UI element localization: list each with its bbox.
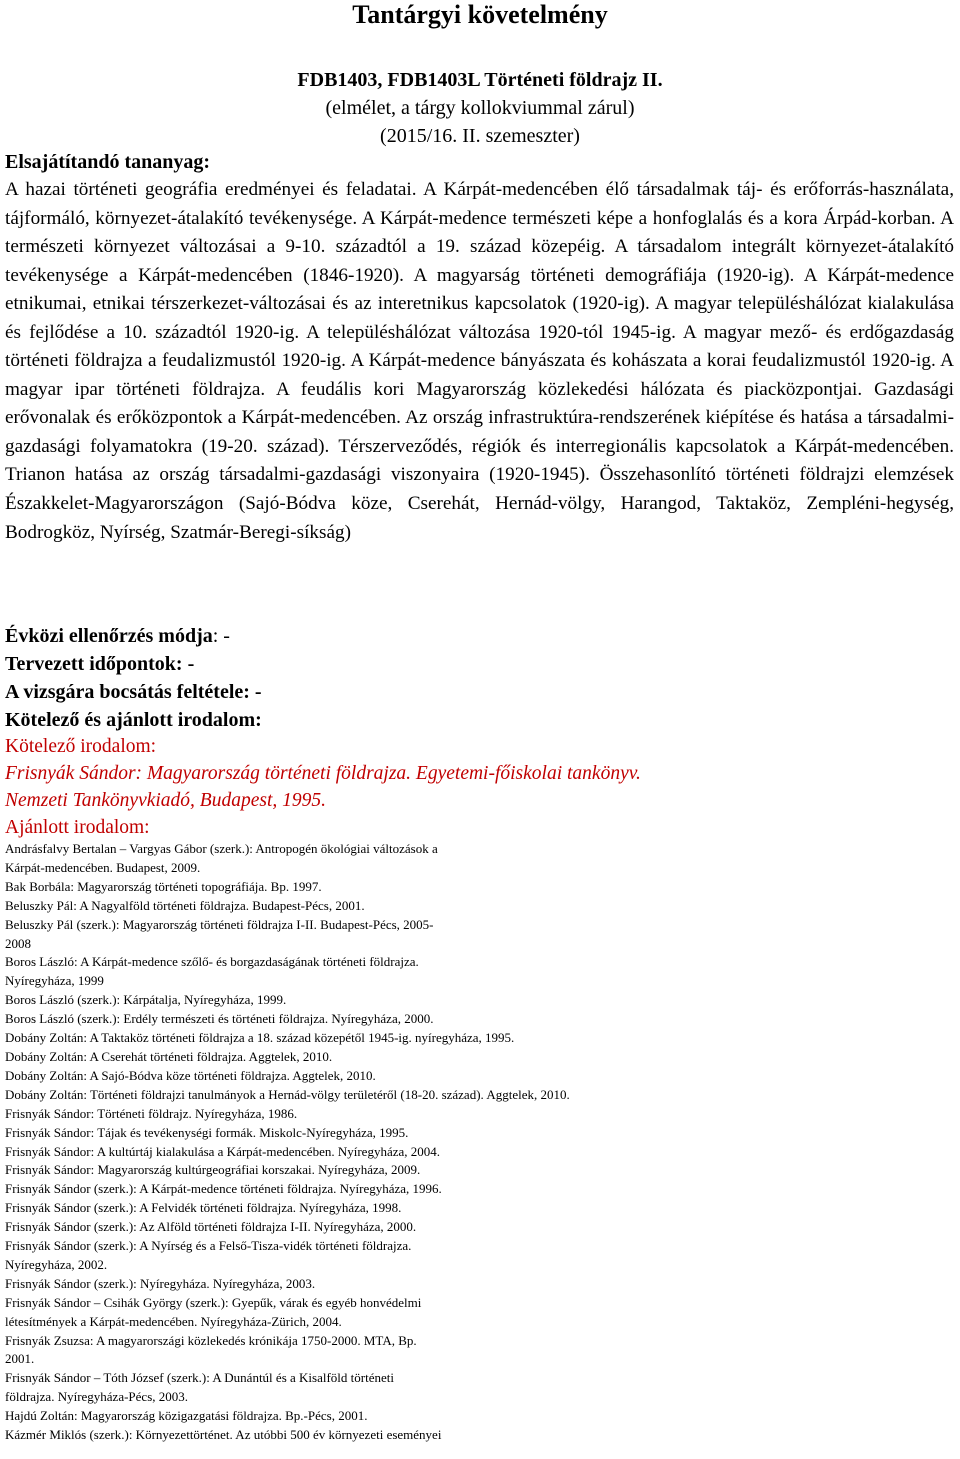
- reference-list: [5, 840, 765, 1445]
- planned-dates: Tervezett időpontok: -: [5, 653, 195, 675]
- reference-line: Frisnyák Sándor: Történeti földrajz. Nyíregyháza, 1986.: [5, 1105, 298, 1121]
- course-semester: (2015/16. II. szemeszter): [380, 125, 580, 147]
- reference-line: Frisnyák Sándor (szerk.): A Felvidék történeti földrajza. Nyíregyháza, 1998.: [5, 1200, 402, 1216]
- reference-line: Boros László: A Kárpát-medence szőlő- és borgazdaságának történeti földrajza.: [5, 954, 419, 970]
- reference-line: Boros László (szerk.): Erdély természeti és történeti földrajza. Nyíregyháza, 2000.: [5, 1011, 434, 1027]
- reference-line: Hajdú Zoltán: Magyarország közigazgatási földrajza. Bp.-Pécs, 2001.: [5, 1408, 368, 1424]
- page-title: Tantárgyi követelmény: [352, 0, 608, 29]
- reference-line: Bak Borbála: Magyarország történeti topográfiája. Bp. 1997.: [5, 878, 322, 894]
- reference-line: Nyíregyháza, 2002.: [5, 1256, 108, 1272]
- reference-line: Beluszky Pál: A Nagyalföld történeti földrajza. Budapest-Pécs, 2001.: [5, 897, 365, 913]
- reference-line: Kárpát-medencében. Budapest, 2009.: [5, 859, 201, 875]
- reference-line: Dobány Zoltán: A Taktaköz történeti földrajza a 18. század közepétől 1945-ig. nyíregyháza, 1995.: [5, 1030, 515, 1046]
- reference-line: Andrásfalvy Bertalan – Vargyas Gábor (szerk.): Antropogén ökológiai változások a: [5, 841, 438, 856]
- reference-line: Boros László (szerk.): Kárpátalja, Nyíregyháza, 1999.: [5, 992, 287, 1008]
- reference-line: Frisnyák Sándor – Tóth József (szerk.): A Dunántúl és a Kisalföld történeti: [5, 1370, 394, 1386]
- reference-line: 2008: [5, 935, 31, 951]
- reference-line: Beluszky Pál (szerk.): Magyarország történeti földrajza I-II. Budapest-Pécs, 2005-: [5, 916, 434, 932]
- reference-line: Frisnyák Sándor (szerk.): A Nyírség és a Felső-Tisza-vidék történeti földrajza.: [5, 1238, 412, 1254]
- reference-line: Dobány Zoltán: A Cserehát történeti földrajza. Aggtelek, 2010.: [5, 1048, 333, 1064]
- midterm-label: Évközi ellenőrzés módja: [5, 625, 213, 647]
- required-reference-line-1: Frisnyák Sándor: Magyarország történeti földrajza. Egyetemi-főiskolai tankönyv.: [5, 763, 641, 784]
- reference-line: Frisnyák Sándor – Csihák György (szerk.): Gyepűk, várak és egyéb honvédelmi: [5, 1294, 422, 1310]
- syllabus-heading: Elsajátítandó tananyag:: [5, 151, 211, 173]
- reference-line: Frisnyák Sándor: Tájak és tevékenységi formák. Miskolc-Nyíregyháza, 1995.: [5, 1124, 409, 1140]
- recommended-literature-label: Ajánlott irodalom:: [5, 817, 150, 838]
- reference-line: Frisnyák Sándor (szerk.): Az Alföld történeti földrajza I-II. Nyíregyháza, 2000.: [5, 1219, 417, 1235]
- required-reference-line-2: Nemzeti Tankönyvkiadó, Budapest, 1995.: [5, 790, 326, 811]
- reference-line: létesítmények a Kárpát-medencében. Nyíregyháza-Zürich, 2004.: [5, 1313, 342, 1329]
- reference-line: Dobány Zoltán: Történeti földrajzi tanulmányok a Hernád-völgy területéről (18-20. század). Aggtelek, 2010.: [5, 1086, 570, 1102]
- reference-line: Frisnyák Sándor: A kultúrtáj kialakulása a Kárpát-medencében. Nyíregyháza, 2004.: [5, 1143, 441, 1159]
- exam-condition: A vizsgára bocsátás feltétele: -: [5, 681, 262, 703]
- reference-line: Kázmér Miklós (szerk.): Környezettörténet. Az utóbbi 500 év környezeti eseményei: [5, 1427, 442, 1443]
- literature-heading: Kötelező és ajánlott irodalom:: [5, 709, 262, 731]
- reference-line: földrajza. Nyíregyháza-Pécs, 2003.: [5, 1389, 189, 1405]
- course-header: [240, 66, 720, 150]
- reference-line: Nyíregyháza, 1999: [5, 973, 104, 989]
- course-code-title: FDB1403, FDB1403L Történeti földrajz II.: [297, 69, 663, 91]
- midterm-value: : -: [212, 625, 230, 647]
- reference-line: Frisnyák Zsuzsa: A magyarországi közlekedés krónikája 1750-2000. MTA, Bp.: [5, 1332, 417, 1348]
- reference-line: 2001.: [5, 1351, 35, 1367]
- midterm-line: [5, 622, 230, 650]
- reference-line: Dobány Zoltán: A Sajó-Bódva köze történeti földrajza. Aggtelek, 2010.: [5, 1067, 376, 1083]
- course-note: (elmélet, a tárgy kollokviummal zárul): [325, 97, 635, 119]
- reference-line: Frisnyák Sándor: Magyarország kultúrgeográfiai korszakai. Nyíregyháza, 2009.: [5, 1162, 421, 1178]
- reference-line: Frisnyák Sándor (szerk.): A Kárpát-medence történeti földrajza. Nyíregyháza, 1996.: [5, 1181, 442, 1197]
- reference-line: Frisnyák Sándor (szerk.): Nyíregyháza. Nyíregyháza, 2003.: [5, 1275, 316, 1291]
- required-literature-label: Kötelező irodalom:: [5, 736, 157, 757]
- syllabus-text: A hazai történeti geográfia eredményei és feladatai. A Kárpát-medencében élő társadalmak táj- és erőforrás-használata, tájformáló, környezet-átalakító tevékenysége. A Kárpát-medence természeti képe a honfoglalás és a kora Árpád-korban. A természeti környezet változásai a 9-10. századtól a 19. század közepéig. A társadalom integrált környezet-átalakító tevékenysége a Kárpát-medencében (1846-1920). A magyarság történeti demográfiája (1920-ig). A Kárpát-medence etnikumai, etnikai térszerkezet-változásai és az interetnikus kapcsolatok (1920-ig). A magyar településhálózat kialakulása és fejlődése a 10. századtól 1920-ig. A településhálózat változása 1920-tól 1945-ig. A magyar mező- és erdőgazdaság történeti földrajza a feudalizmustól 1920-ig. A Kárpát-medence bányászata és kohászata a korai feudalizmustól 1920-ig. A magyar ipar történeti földrajza. A feudális kori Magyarország közlekedési hálózata és piacközpontjai. Gazdasági erővonalak és erőközpontok a Kárpát-medencében. Az ország infrastruktúra-rendszerének kiépítése és hatása a társadalmi-gazdasági folyamatokra (19-20. század). Térszerveződés, régiók és interregionális kapcsolatok a Kárpát-medencében. Trianon hatása az ország társadalmi-gazdasági viszonyaira (1920-1945). Összehasonlító történeti földrajzi elemzések Északkelet-Magyarországon (Sajó-Bódva köze, Cserehát, Hernád-völgy, Harangod, Taktaköz, Zempléni-hegység, Bodrogköz, Nyírség, Szatmár-Beregi-síkság): [5, 179, 954, 543]
